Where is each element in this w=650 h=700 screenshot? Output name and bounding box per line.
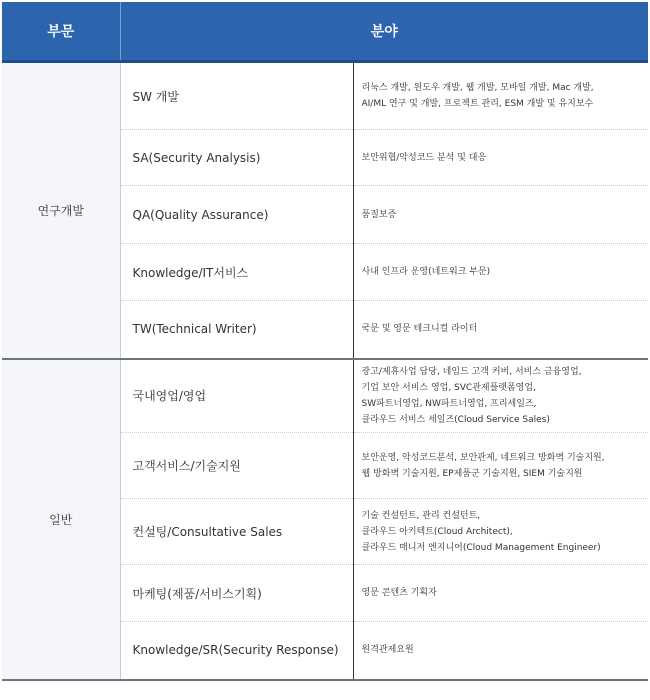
field-cell: Knowledge/SR(Security Response) bbox=[120, 622, 353, 680]
description-cell bbox=[353, 359, 648, 433]
department-field-table bbox=[2, 2, 648, 681]
description-line: 보안운영, 악성코드분석, 보안관제, 네트워크 방화벽 기술지원, bbox=[361, 452, 605, 463]
description-line: 국문 및 영문 테크니컬 라이터 bbox=[361, 324, 478, 335]
field-cell: 고객서비스/기술지원 bbox=[120, 433, 353, 499]
field-cell: 마케팅(제품/서비스기획) bbox=[120, 565, 353, 622]
description-line: 기업 보안 서비스 영업, SVC관제플랫폼영업, bbox=[361, 382, 536, 393]
description-cell bbox=[353, 186, 648, 244]
table-row bbox=[2, 359, 648, 433]
table-header bbox=[2, 2, 648, 62]
department-cell: 일반 bbox=[2, 359, 120, 680]
header-field: 분야 bbox=[120, 2, 648, 62]
description-line: 기술 컨설턴트, 관리 컨설턴트, bbox=[361, 510, 481, 521]
description-line: AI/ML 연구 및 개발, 프로젝트 관리, ESM 개발 및 유지보수 bbox=[361, 99, 594, 109]
field-cell: 컨설팅/Consultative Sales bbox=[120, 499, 353, 565]
description-line: 사내 인프라 운영(네트워크 부문) bbox=[361, 267, 491, 277]
description-line: 클라우드 아키텍트(Cloud Architect), bbox=[361, 526, 513, 537]
description-line: 리눅스 개발, 윈도우 개발, 웹 개발, 모바일 개발, Mac 개발, bbox=[361, 83, 594, 93]
field-cell: TW(Technical Writer) bbox=[120, 301, 353, 359]
group-general bbox=[2, 359, 648, 680]
department-cell: 연구개발 bbox=[2, 62, 120, 359]
description-cell bbox=[353, 499, 648, 565]
description-cell bbox=[353, 244, 648, 301]
field-cell: SW 개발 bbox=[120, 62, 353, 130]
field-cell: 국내영업/영업 bbox=[120, 359, 353, 433]
group-research bbox=[2, 62, 648, 359]
description-line: 보안위협/악성코드 분석 및 대응 bbox=[361, 152, 487, 163]
description-line: 원격관제요원 bbox=[361, 645, 414, 656]
table-row bbox=[2, 62, 648, 130]
description-cell bbox=[353, 301, 648, 359]
description-cell bbox=[353, 622, 648, 680]
field-cell: Knowledge/IT서비스 bbox=[120, 244, 353, 301]
description-cell bbox=[353, 433, 648, 499]
description-line: 클라우드 매니저 엔지니어(Cloud Management Engineer) bbox=[361, 542, 601, 553]
description-line: 영문 콘텐츠 기획자 bbox=[361, 588, 437, 598]
field-cell: QA(Quality Assurance) bbox=[120, 186, 353, 244]
description-cell bbox=[353, 565, 648, 622]
description-line: 품질보증 bbox=[361, 209, 397, 220]
header-department: 부문 bbox=[2, 2, 120, 62]
description-line: SW파트너영업, NW파트너영업, 프리세일즈, bbox=[361, 398, 537, 409]
description-cell bbox=[353, 130, 648, 186]
description-cell bbox=[353, 62, 648, 130]
description-line: 클라우드 서비스 세일즈(Cloud Service Sales) bbox=[361, 414, 550, 425]
field-cell: SA(Security Analysis) bbox=[120, 130, 353, 186]
description-line: 웹 방화벽 기술지원, EP제품군 기술지원, SIEM 기술지원 bbox=[361, 468, 583, 479]
description-line: 광고/제휴사업 담당, 네임드 고객 커버, 서비스 금융영업, bbox=[361, 366, 582, 377]
